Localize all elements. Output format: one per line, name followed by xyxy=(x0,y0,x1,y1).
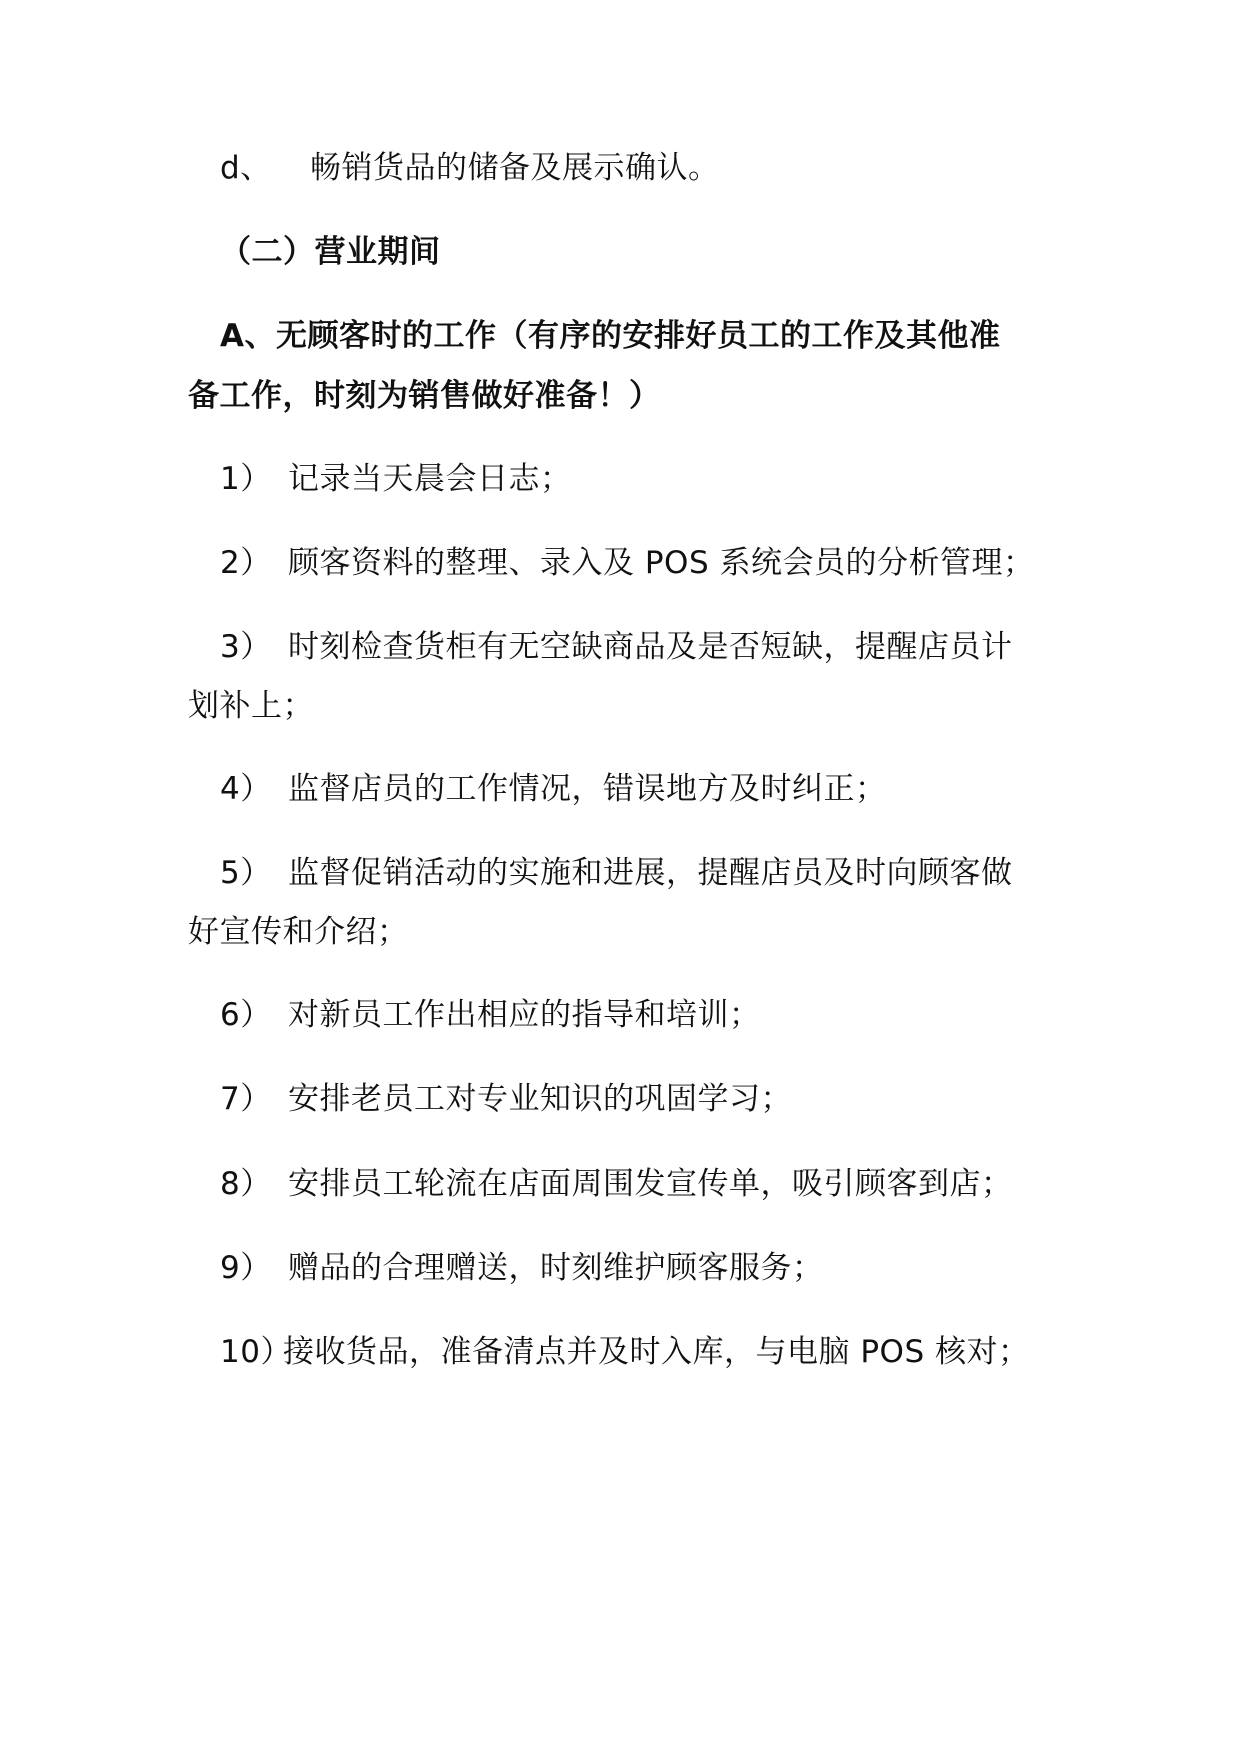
list-marker: 2） xyxy=(220,545,272,581)
list-item-text: 接收货品，准备清点并及时入库，与电脑 POS 核对； xyxy=(283,1334,1030,1370)
list-marker: 8） xyxy=(220,1166,272,1202)
list-item-4 xyxy=(220,769,887,809)
list-item-text: 时刻检查货柜有无空缺商品及是否短缺，提醒店员计 xyxy=(288,629,1013,665)
list-item-text: 顾客资料的整理、录入及 POS 系统会员的分析管理； xyxy=(288,545,1035,581)
list-item-5-continuation: 好宣传和介绍； xyxy=(188,914,409,950)
list-item-1 xyxy=(220,459,572,499)
list-marker: 3） xyxy=(220,629,272,665)
list-item-text: 记录当天晨会日志； xyxy=(288,461,572,497)
subheading-line-1: A、无顾客时的工作（有序的安排好员工的工作及其他准 xyxy=(220,318,1001,354)
list-item-text: 对新员工作出相应的指导和培训； xyxy=(288,997,761,1033)
list-item-text: 安排老员工对专业知识的巩固学习； xyxy=(288,1081,792,1117)
list-item-text: 监督促销活动的实施和进展，提醒店员及时向顾客做 xyxy=(288,855,1013,891)
subheading-line-2: 备工作，时刻为销售做好准备！） xyxy=(188,378,661,414)
section-heading: （二）营业期间 xyxy=(220,234,441,270)
list-item-3-continuation: 划补上； xyxy=(188,688,314,724)
list-marker: 9） xyxy=(220,1250,272,1286)
list-item-6 xyxy=(220,995,761,1035)
list-marker: 4） xyxy=(220,771,272,807)
list-item-3 xyxy=(220,627,1013,667)
list-item-7 xyxy=(220,1079,792,1119)
list-marker: 1） xyxy=(220,461,272,497)
list-item-9 xyxy=(220,1248,824,1288)
list-item-2 xyxy=(220,543,1034,583)
list-item-text: 监督店员的工作情况，错误地方及时纠正； xyxy=(288,771,887,807)
list-item-10 xyxy=(220,1332,1029,1372)
list-item-8 xyxy=(220,1164,1013,1204)
list-marker: 10） xyxy=(220,1334,292,1370)
list-marker: d、 xyxy=(220,150,272,186)
list-marker: 6） xyxy=(220,997,272,1033)
list-marker: 7） xyxy=(220,1081,272,1117)
list-item-text: 畅销货品的储备及展示确认。 xyxy=(310,150,720,186)
list-marker: 5） xyxy=(220,855,272,891)
list-item-d xyxy=(220,148,720,188)
list-item-5 xyxy=(220,853,1013,893)
list-item-text: 安排员工轮流在店面周围发宣传单，吸引顾客到店； xyxy=(288,1166,1013,1202)
list-item-text: 赠品的合理赠送，时刻维护顾客服务； xyxy=(288,1250,824,1286)
